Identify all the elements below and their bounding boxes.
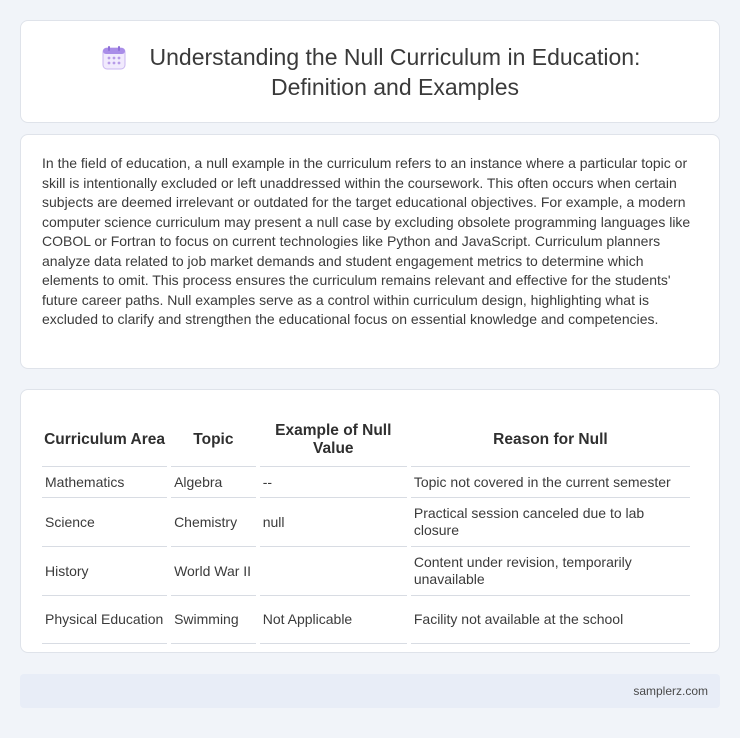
header-example-null-value: Example of Null Value [260,411,407,467]
cell-area: Mathematics [42,467,167,498]
calendar-icon [100,44,128,72]
header-reason-for-null: Reason for Null [411,411,690,467]
table-row [42,547,690,596]
cell-topic: World War II [171,547,256,596]
intro-card [20,134,720,369]
footer-site-link[interactable]: samplerz.com [633,684,708,698]
cell-topic: Swimming [171,596,256,644]
title-wrap [100,42,641,102]
table-header-row [42,411,690,467]
cell-topic: Algebra [171,467,256,498]
page-title [150,42,641,102]
cell-reason: Practical session canceled due to lab closure [411,498,690,547]
page-title-line1: Understanding the Null Curriculum in Education: [149,43,641,70]
table-row [42,498,690,547]
table-row [42,596,690,644]
cell-null-value: Not Applicable [260,596,407,644]
cell-null-value: -- [260,467,407,498]
cell-topic: Chemistry [171,498,256,547]
cell-area: History [42,547,167,596]
cell-reason: Content under revision, temporarily unavailable [411,547,690,596]
cell-reason: Topic not covered in the current semester [411,467,690,498]
cell-area: Science [42,498,167,547]
page-title-line2: Definition and Examples [270,73,519,100]
header-topic: Topic [171,411,256,467]
null-examples-table [38,411,694,644]
header-curriculum-area: Curriculum Area [42,411,167,467]
cell-null-value: null [260,498,407,547]
intro-paragraph: In the field of education, a null example in the curriculum refers to an instance where a particular topic or skill is intentionally excluded or left unaddressed within the coursework. This often occurs when certain subjects are deemed irrelevant or outdated for the target educational objectives. For example, a modern computer science curriculum may present a null case by excluding obsolete programming languages like COBOL or Fortran to focus on current technologies like Python and JavaScript. Curriculum planners analyze data related to job market demands and student engagement metrics to determine which elements to omit. This process ensures the curriculum remains relevant and effective for the students' future career paths. Null examples serve as a control within curriculum design, highlighting what is excluded to clarify and strengthen the educational focus on essential knowledge and competencies. [42,155,691,327]
title-card [20,20,720,123]
table-row [42,467,690,498]
footer [20,674,720,708]
table-card [20,389,720,653]
cell-null-value [260,547,407,596]
cell-area: Physical Education [42,596,167,644]
cell-reason: Facility not available at the school [411,596,690,644]
